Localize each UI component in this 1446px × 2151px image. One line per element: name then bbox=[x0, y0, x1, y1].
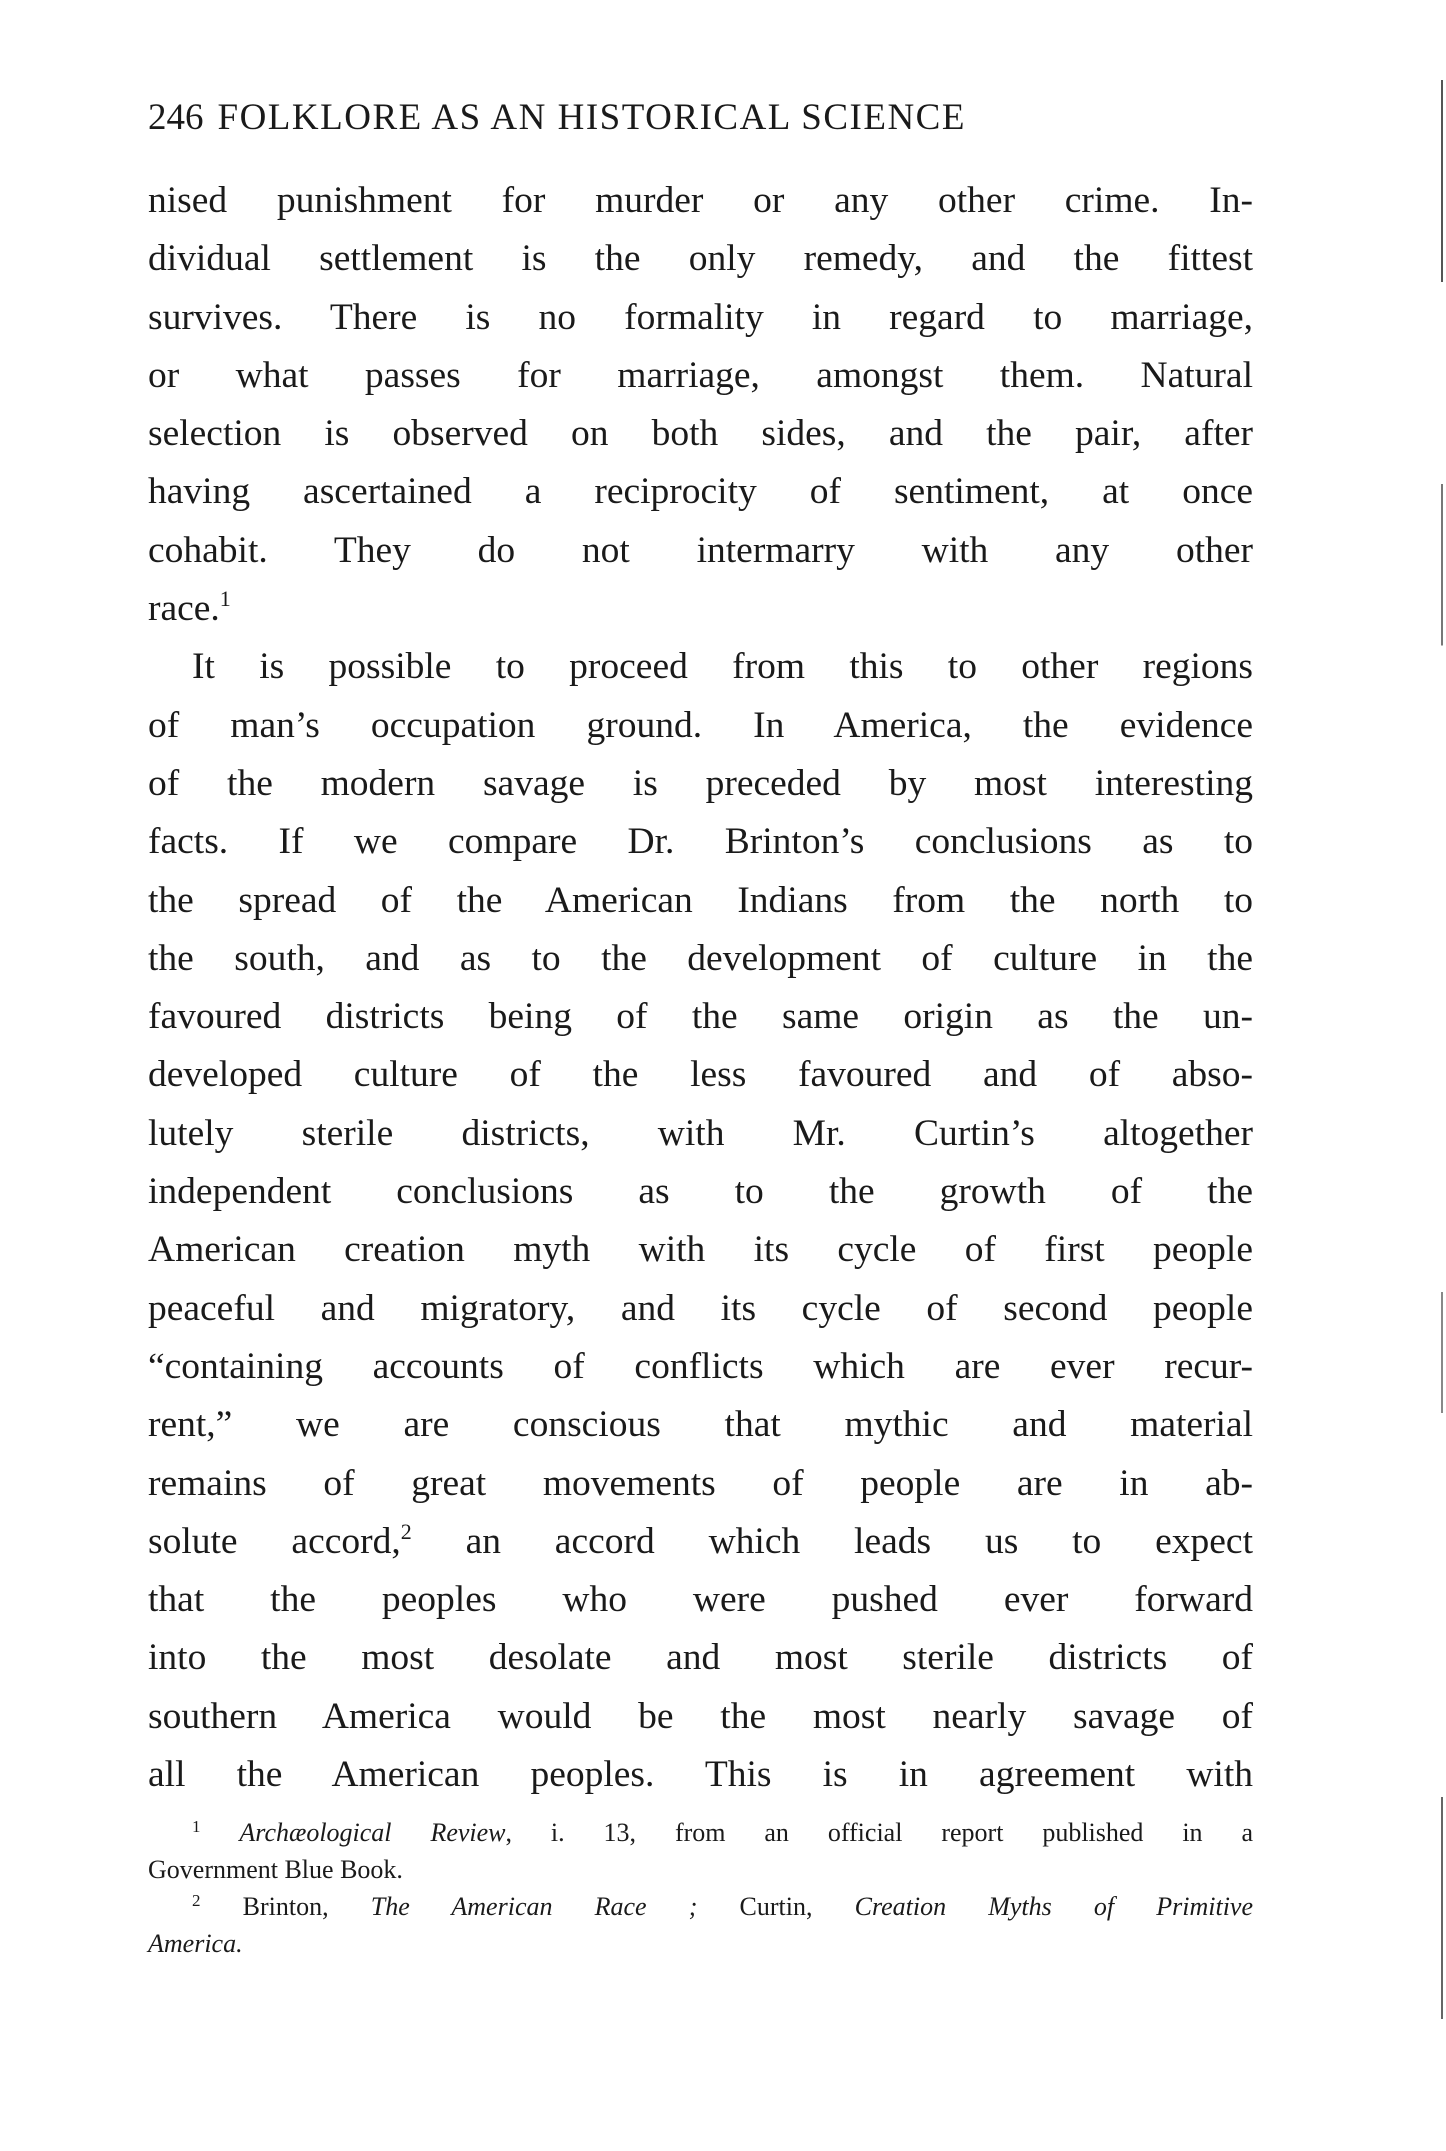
text-line bbox=[148, 463, 1253, 521]
text-line bbox=[148, 347, 1253, 405]
footnote-line bbox=[148, 1925, 1253, 1962]
text-run: remains of great movements of people are in ab- bbox=[148, 1462, 1253, 1504]
text-run: the south, and as to the development of culture in the bbox=[148, 937, 1253, 979]
text-line bbox=[148, 405, 1253, 463]
text-line bbox=[148, 522, 1253, 580]
text-line bbox=[148, 1338, 1253, 1396]
footnote-line bbox=[148, 1851, 1253, 1888]
text-run: an accord which leads us to expect bbox=[411, 1520, 1253, 1562]
text-line bbox=[148, 580, 1253, 638]
text-line bbox=[148, 1513, 1253, 1571]
text-run: independent conclusions as to the growth of the bbox=[148, 1171, 1253, 1213]
body-text bbox=[148, 172, 1253, 1804]
text-run: southern America would be the most nearly savage of bbox=[148, 1695, 1253, 1737]
text-run: solute accord, bbox=[148, 1520, 401, 1562]
text-run: that the peoples who were pushed ever forward bbox=[148, 1579, 1253, 1621]
text-run: peaceful and migratory, and its cycle of second people bbox=[148, 1287, 1253, 1329]
page-number: 246 bbox=[148, 97, 204, 138]
text-run: cohabit. They do not intermarry with any other bbox=[148, 529, 1253, 571]
text-run: Brinton, bbox=[200, 1892, 371, 1921]
text-line bbox=[148, 230, 1253, 288]
text-run: nised punishment for murder or any other crime. In- bbox=[148, 180, 1253, 221]
footnote-marker: 2 bbox=[400, 1518, 412, 1544]
text-run: dividual settlement is the only remedy, and the fittest bbox=[148, 238, 1253, 280]
text-run: of the modern savage is preceded by most interesting bbox=[148, 762, 1253, 804]
text-run: “containing accounts of conflicts which are ever recur- bbox=[148, 1345, 1253, 1387]
text-run: , i. 13, from an official report published in a bbox=[505, 1818, 1253, 1847]
text-run: of man’s occupation ground. In America, the evidence bbox=[148, 704, 1253, 746]
italic-title: The American Race ; bbox=[370, 1892, 698, 1921]
text-line bbox=[148, 1046, 1253, 1104]
text-line bbox=[148, 755, 1253, 813]
footnote-line bbox=[148, 1814, 1253, 1851]
text-line bbox=[148, 1396, 1253, 1454]
text-run: developed culture of the less favoured and of abso- bbox=[148, 1054, 1253, 1096]
running-header bbox=[148, 96, 1253, 139]
text-run bbox=[201, 1818, 240, 1847]
text-line bbox=[148, 172, 1253, 230]
text-line bbox=[148, 988, 1253, 1046]
text-run: the spread of the American Indians from the north to bbox=[148, 879, 1253, 921]
italic-title: Creation Myths of Primitive bbox=[854, 1892, 1254, 1921]
footnotes bbox=[148, 1814, 1253, 1962]
footnote-line bbox=[148, 1888, 1253, 1925]
text-run: Curtin, bbox=[697, 1892, 855, 1921]
running-title: FOLKLORE AS AN HISTORICAL SCIENCE bbox=[217, 97, 966, 138]
text-run: into the most desolate and most sterile districts of bbox=[148, 1637, 1253, 1679]
text-run: selection is observed on both sides, and the pair, after bbox=[148, 413, 1253, 455]
text-run: race. bbox=[148, 588, 220, 630]
text-line bbox=[148, 1105, 1253, 1163]
text-run: all the American peoples. This is in agreement with bbox=[148, 1754, 1253, 1796]
text-line bbox=[148, 1688, 1253, 1746]
text-run: facts. If we compare Dr. Brinton’s conclusions as to bbox=[148, 821, 1253, 863]
text-line bbox=[148, 1163, 1253, 1221]
footnote-marker: 1 bbox=[192, 1817, 201, 1836]
text-line bbox=[148, 1746, 1253, 1804]
footnote-marker: 2 bbox=[192, 1891, 201, 1910]
footnote-marker: 1 bbox=[219, 586, 231, 612]
text-run: Government Blue Book. bbox=[148, 1855, 403, 1884]
text-line bbox=[148, 1221, 1253, 1279]
text-line bbox=[148, 638, 1253, 696]
text-run: favoured districts being of the same origin as the un- bbox=[148, 996, 1253, 1038]
text-run: rent,” we are conscious that mythic and material bbox=[148, 1404, 1253, 1446]
scan-edge-line bbox=[1441, 80, 1443, 2100]
text-run: having ascertained a reciprocity of sentiment, at once bbox=[148, 471, 1253, 513]
text-line bbox=[148, 872, 1253, 930]
text-line bbox=[148, 930, 1253, 988]
text-run: lutely sterile districts, with Mr. Curtin’s altogether bbox=[148, 1112, 1253, 1154]
text-line bbox=[148, 1280, 1253, 1338]
text-run: American creation myth with its cycle of first people bbox=[148, 1229, 1253, 1271]
text-line bbox=[148, 289, 1253, 347]
text-line bbox=[148, 1629, 1253, 1687]
text-run: It is possible to proceed from this to other regions bbox=[192, 646, 1253, 688]
text-run: survives. There is no formality in regard to marriage, bbox=[148, 296, 1253, 338]
text-line bbox=[148, 813, 1253, 871]
text-run: or what passes for marriage, amongst them. Natural bbox=[148, 354, 1253, 396]
italic-title: Archæological Review bbox=[239, 1818, 506, 1847]
text-line bbox=[148, 1455, 1253, 1513]
text-line bbox=[148, 697, 1253, 755]
italic-title: America. bbox=[148, 1929, 243, 1958]
text-line bbox=[148, 1571, 1253, 1629]
